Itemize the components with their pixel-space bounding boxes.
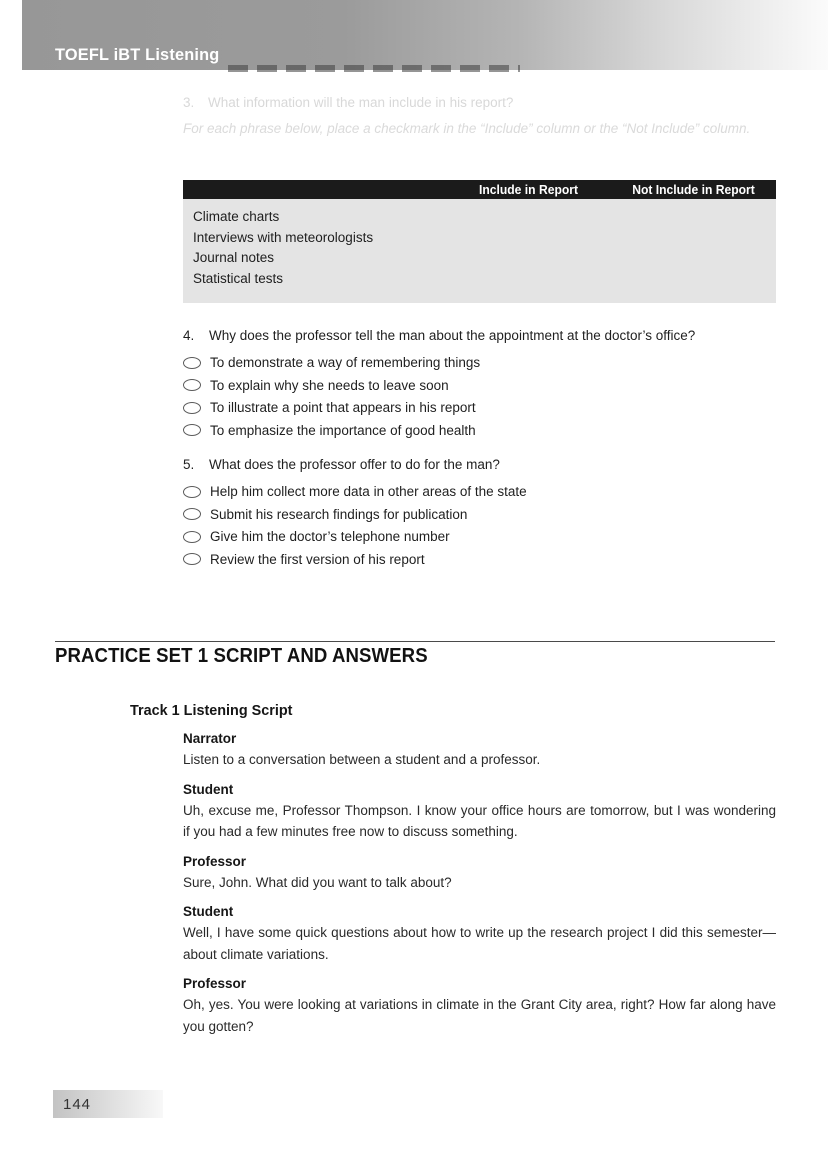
question-4-options <box>183 355 783 438</box>
not-include-column-header: Not Include in Report <box>632 182 755 197</box>
script-turn <box>183 731 776 771</box>
script-turn <box>183 782 776 843</box>
answer-option-label: Review the first version of his report <box>210 551 425 567</box>
include-table-header <box>183 180 776 199</box>
script-turn <box>183 854 776 894</box>
question-3-text: What information will the man include in his report? <box>208 95 514 110</box>
question-4 <box>183 328 783 445</box>
speaker-line: Sure, John. What did you want to talk about? <box>183 874 452 890</box>
track-subheading: Track 1 Listening Script <box>130 702 293 719</box>
question-3-number: 3. <box>183 95 195 110</box>
answer-option-label: Give him the doctor’s telephone number <box>210 529 450 544</box>
speaker-line: Listen to a conversation between a student and a professor. <box>183 752 541 767</box>
section-heading: PRACTICE SET 1 SCRIPT AND ANSWERS <box>55 645 428 667</box>
answer-oval-icon <box>183 402 201 414</box>
question-3 <box>183 95 776 139</box>
question-5-number: 5. <box>183 457 195 472</box>
speaker-line: Oh, yes. You were looking at variations in climate in the Grant City area, right? How far along have you gotten? <box>183 997 776 1034</box>
question-4-text: Why does the professor tell the man about the appointment at the doctor’s office? <box>209 328 696 343</box>
answer-option <box>183 355 783 370</box>
header-title: TOEFL iBT Listening <box>55 45 220 64</box>
answer-oval-icon <box>183 531 201 543</box>
answer-option <box>183 484 783 499</box>
table-row: Statistical tests <box>193 270 284 286</box>
page-number: 144 <box>63 1095 92 1113</box>
script-turn <box>183 904 776 965</box>
page-number-box <box>53 1090 163 1118</box>
answer-option <box>183 507 783 522</box>
answer-option <box>183 423 783 438</box>
table-row: Climate charts <box>193 209 280 224</box>
section-divider <box>55 641 775 642</box>
answer-option <box>183 529 783 544</box>
scan-artifact-dashes <box>228 65 520 72</box>
table-row: Interviews with meteorologists <box>193 229 374 245</box>
speaker-line: Well, I have some quick questions about how to write up the research project I did this semester—about climate variations. <box>183 925 776 962</box>
question-5-title <box>183 457 783 472</box>
answer-oval-icon <box>183 357 201 369</box>
question-4-title <box>183 328 783 343</box>
answer-option <box>183 400 783 415</box>
include-table <box>183 180 776 303</box>
answer-option-label: To demonstrate a way of remembering things <box>210 355 481 370</box>
speaker-label: Narrator <box>183 731 237 746</box>
question-5 <box>183 457 783 574</box>
speaker-label: Professor <box>183 853 247 869</box>
script-turn <box>183 976 776 1037</box>
answer-option-label: To emphasize the importance of good health <box>210 422 476 438</box>
answer-option <box>183 378 783 393</box>
speaker-label: Student <box>183 781 234 797</box>
speaker-label: Student <box>183 904 234 919</box>
question-5-text: What does the professor offer to do for the man? <box>209 457 500 472</box>
answer-option <box>183 552 783 567</box>
answer-option-label: Help him collect more data in other areas of the state <box>210 484 527 499</box>
answer-oval-icon <box>183 553 201 565</box>
answer-oval-icon <box>183 508 201 520</box>
answer-option-label: To illustrate a point that appears in his report <box>210 400 476 415</box>
answer-oval-icon <box>183 424 201 436</box>
question-3-instructions: For each phrase below, place a checkmark in the “Include” column or the “Not Include” column. <box>183 121 751 136</box>
answer-option-label: To explain why she needs to leave soon <box>210 377 449 393</box>
listening-script <box>183 731 776 1048</box>
speaker-line: Uh, excuse me, Professor Thompson. I know your office hours are tomorrow, but I was wondering if you had a few minutes free now to discuss something. <box>183 802 776 839</box>
answer-oval-icon <box>183 486 201 498</box>
include-column-header: Include in Report <box>478 182 579 197</box>
answer-option-label: Submit his research findings for publication <box>210 506 468 522</box>
question-4-number: 4. <box>183 328 195 343</box>
answer-oval-icon <box>183 379 201 391</box>
include-table-body <box>183 199 776 303</box>
question-3-title <box>183 95 776 110</box>
question-5-options <box>183 484 783 567</box>
header-band <box>22 0 828 70</box>
table-row: Journal notes <box>193 250 275 265</box>
speaker-label: Professor <box>183 976 247 991</box>
